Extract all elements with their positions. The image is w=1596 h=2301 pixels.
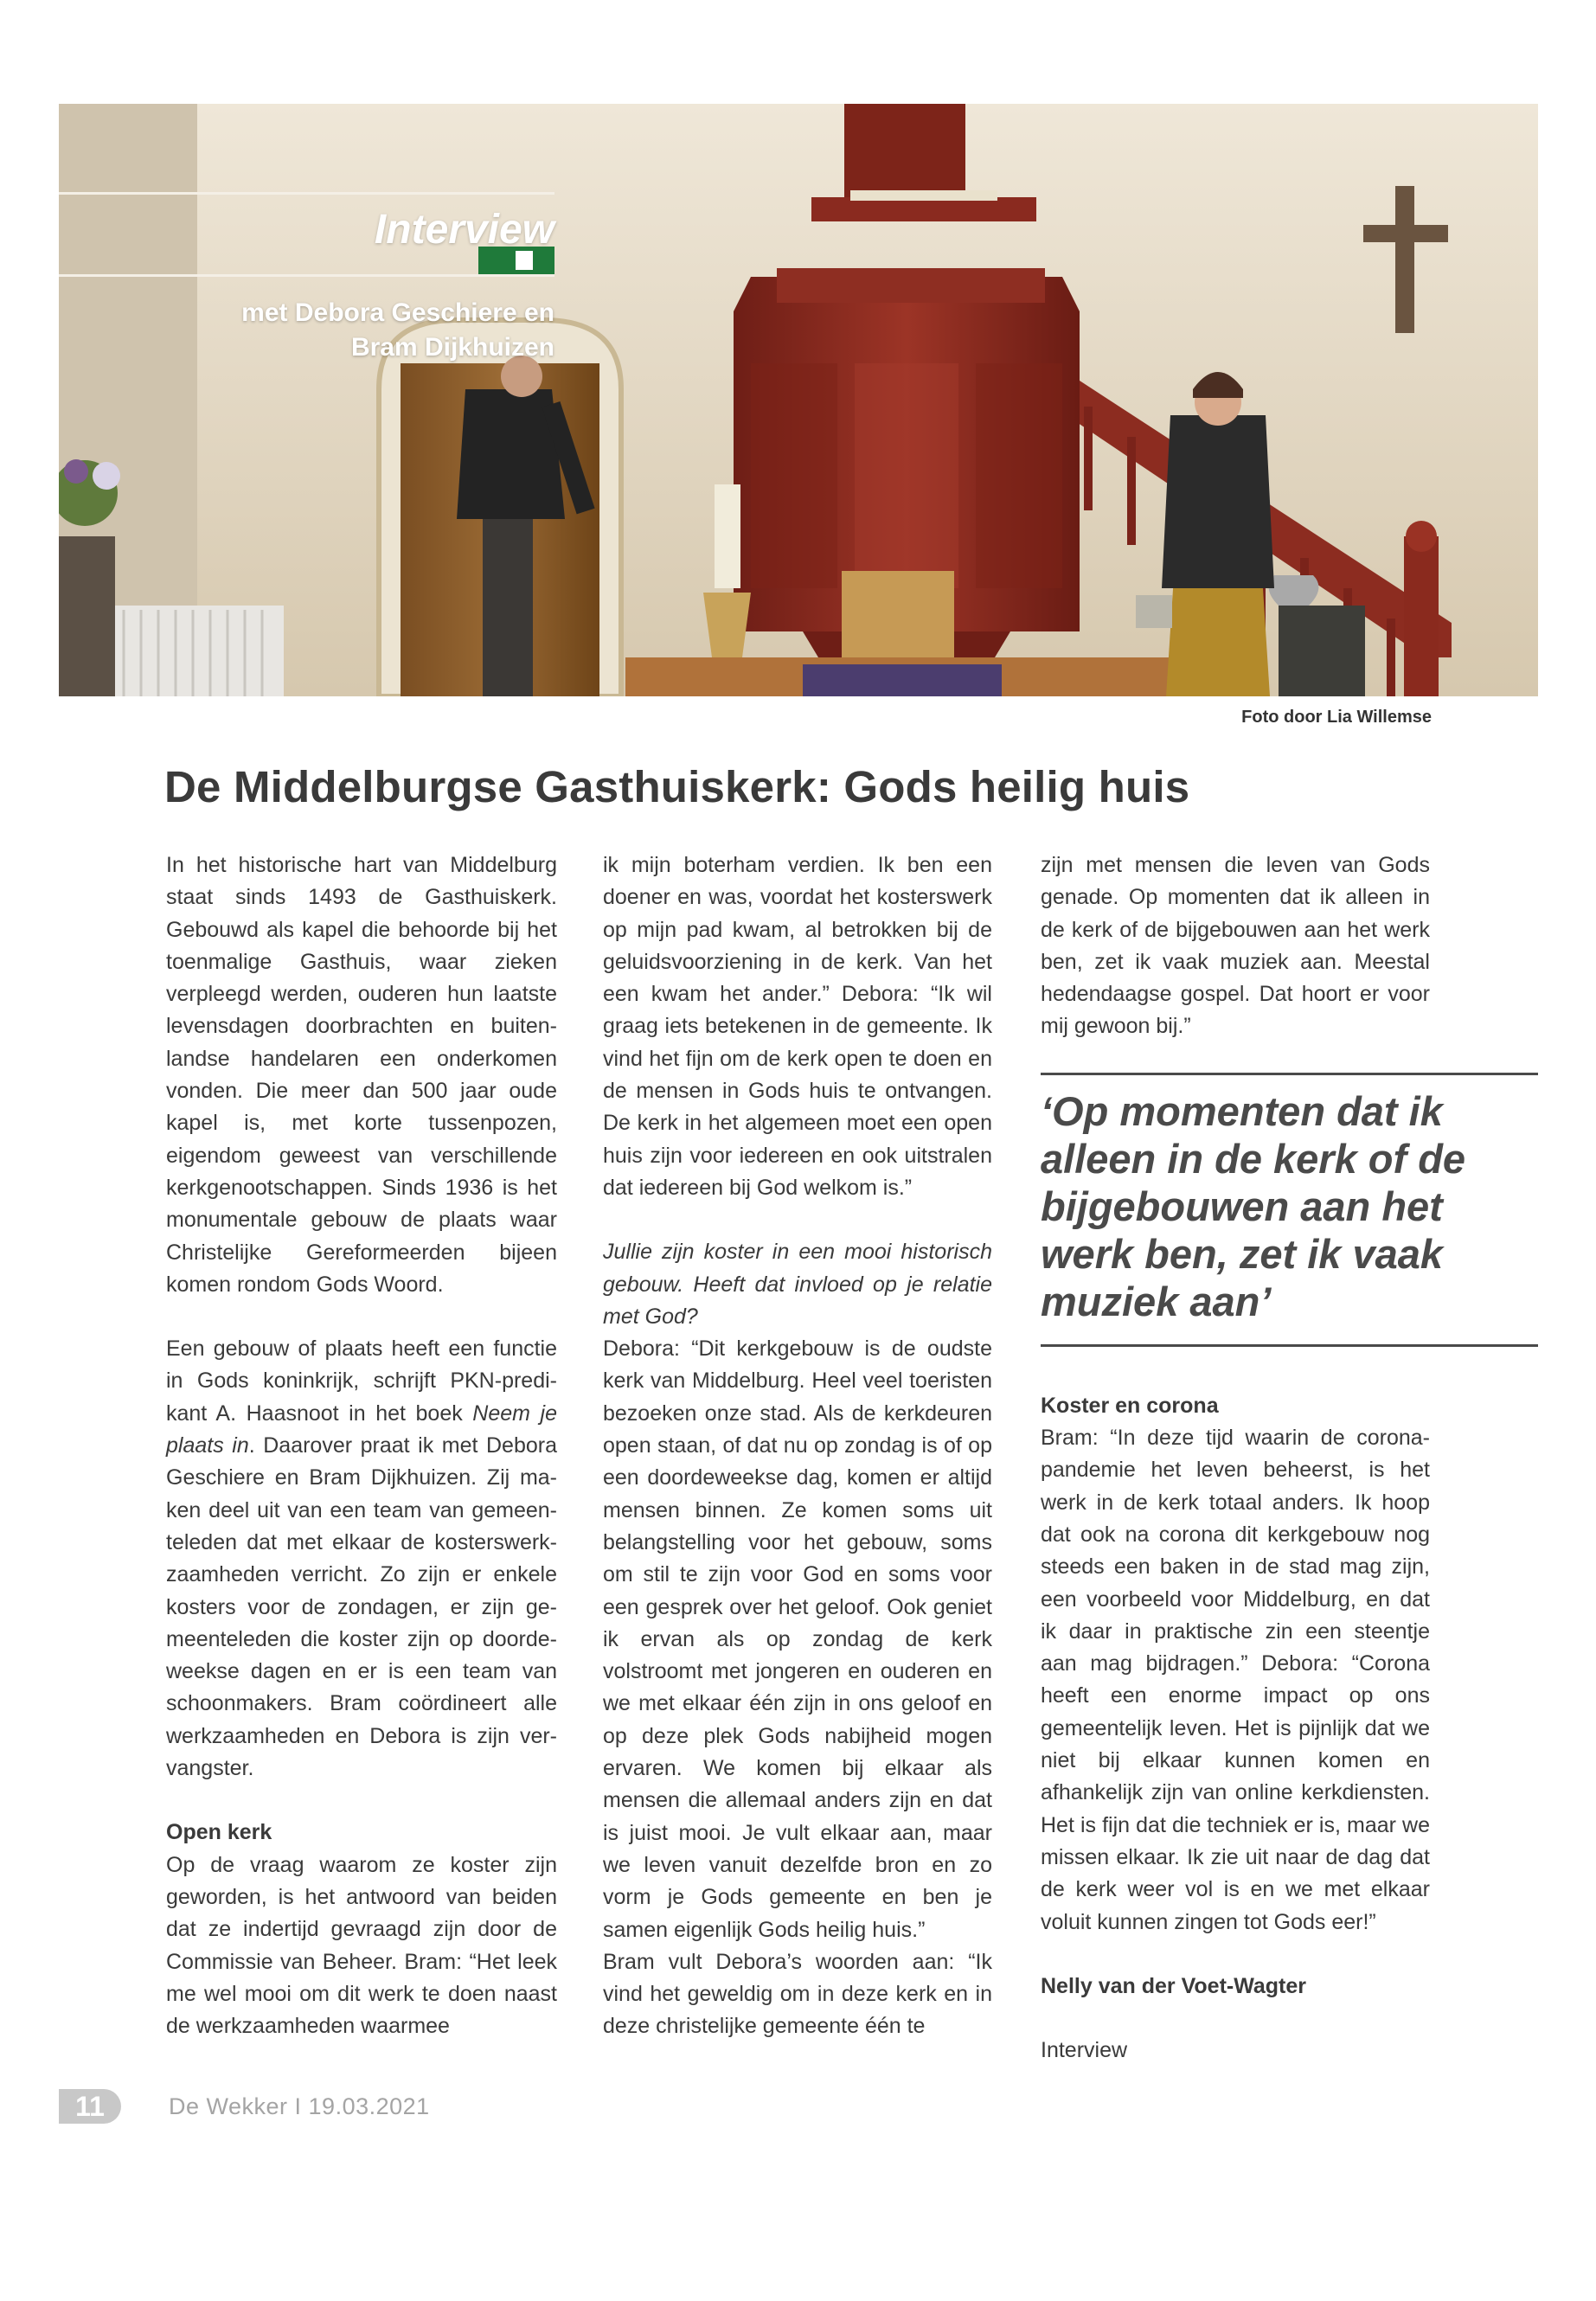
hero-title: Interview [374,207,554,253]
col2-paragraph-2: Debora: “Dit kerkgebouw is de oudste kerk van Middelburg. Heel veel toeristen bezoeken onze stad. Als de kerkdeuren open staan, of dat nu op zondag is of op een doordeweekse dag, komen er altijd mensen binnen. Ze komen soms uit belangstelling voor het gebouw, soms om stil te zijn voor God en soms voor een gesprek over het geloof. Ook geniet ik ervan als op zondag de kerk volstroomt met jongeren en ouderen en we met elkaar één zijn in ons geloof en op deze plek Gods nabijheid mogen ervaren. We komen bij elkaar als mensen die allemaal anders zijn en dat is juist mooi. Je vult elkaar aan, maar we leven vanuit dezelfde bron en zo vorm je Gods gemeente en ben je samen eigenlijk Gods heilig huis.” [603,1336,992,1942]
column-1 [166,849,557,2042]
col2-paragraph-3: Bram vult Debora’s woorden aan: “Ik vind het geweldig om in deze kerk en in deze christelijke gemeente één te [603,1949,992,2039]
col1-paragraph-1: In het historische hart van Middelburg staat sinds 1493 de Gasthuiskerk. Gebouwd als kapel die behoorde bij het toenmalige Gasthuis, waar zieken verpleegd werden, ouderen hun laatste levensdagen doorbrachten en buitenlandse handelaren een onderkomen vonden. Die meer dan 500 jaar oude kapel is, met korte tussenpozen, eigendom geweest van verschillende kerkgenootschappen. Sinds 1936 is het monumentale gebouw de plaats waar Christelijke Gereformeerden bijeen komen rondom Gods Woord. [166,853,557,1297]
article-headline: De Middelburgse Gasthuiskerk: Gods heilig huis [164,762,1190,811]
hero-photo [59,104,1538,696]
hero-subtitle-line2: Bram Dijkhuizen [350,333,554,362]
col1-paragraph-2-end: . Daarover praat ik met Debora Geschiere en Bram Dijkhuizen. Zij maken deel uit van een team van gemeenteleden dat met elkaar de kosterswerkzaamheden verricht. Zo zijn er enkele kosters voor de zondagen, er zijn gemeenteleden die koster zijn op doordeweekse dagen en er is een team van schoonmakers. Bram coördineert alle werkzaamheden en Debora is zijn vervangster. [166,1433,557,1781]
column-2 [603,849,992,2043]
col2-paragraph-1: ik mijn boterham verdien. Ik ben een doener en was, voordat het kosterswerk op mijn pad kwam, al betrokken bij de geluidsvoorziening in de kerk. Van het een kwam het ander.” Debora: “Ik wil graag iets betekenen in de gemeente. Ik vind het fijn om de kerk open te doen en de mensen in Gods huis te ontvangen. De kerk in het algemeen moet een open huis zijn voor iedereen en ook uitstralen dat iedereen bij God welkom is.” [603,853,992,1200]
hero-subtitle [59,296,554,365]
pullquote: ‘Op momenten dat ik alleen in de kerk of de bijgebouwen aan het werk ben, zet ik vaak muziek aan’ [1041,1087,1466,1324]
hero-rule-top [59,192,554,195]
interview-question-text: Jullie zijn koster in een mooi historisch gebouw. Heeft dat invloed op je relatie met God? [603,1240,992,1329]
col1-paragraph-2 [166,1333,557,1785]
section-heading-open-kerk: Open kerk [166,1820,272,1845]
col1-paragraph-3: Op de vraag waarom ze koster zijn geworden, is het antwoord van beiden dat ze indertijd gevraagd zijn door de Commissie van Beheer. Bram: “Het leek me wel mooi om dit werk te doen naast de werkzaamheden waarmee [166,1852,557,2039]
author-name: Nelly van der Voet-Wagter [1041,1973,1307,1998]
author-role: Interview [1041,2038,1128,2063]
pullquote-rule-bottom [1041,1344,1538,1347]
col3-paragraph-1: zijn met mensen die leven van Gods genade. Op momenten dat ik alleen in de kerk of de bijgebouwen aan het werk ben, zet ik vaak muziek aan. Meestal hedendaagse gospel. Dat hoort er voor mij gewoon bij.” [1041,853,1430,1039]
pullquote-rule-top [1041,1073,1538,1075]
column-3 [1041,849,1466,2099]
hero-rule-bottom [59,274,554,277]
publication-info: De Wekker I 19.03.2021 [169,2093,430,2119]
page-number: 11 [59,2089,121,2124]
interview-question [603,1236,992,1333]
book-title: Neem je plaats in [166,1400,557,1458]
photo-credit: Foto door Lia Willemse [1241,708,1432,727]
section-heading-koster-corona: Koster en corona [1041,1393,1219,1418]
col3-paragraph-2: Bram: “In deze tijd waarin de coronapandemie het leven beheerst, is het werk in de kerk totaal anders. Ik hoop dat ook na corona dit kerkgebouw nog steeds een baken in de stad mag zijn, een voorbeeld voor Middelburg, en dat ik daar in praktische zin een steentje aan mag bijdragen.” Debora: “Corona heeft een enorme impact op ons gemeentelijk leven. Het is pijnlijk dat we niet bij elkaar kunnen komen en afhankelijk zijn van online kerkdiensten. Het is fijn dat die techniek er is, maar we missen elkaar. Ik zie uit naar de dag dat de kerk weer vol is en we met elkaar voluit kunnen zingen tot Gods eer!” [1041,1426,1430,1934]
hero-subtitle-line1: met Debora Geschiere en [241,298,554,327]
col1-paragraph-2-start: Een gebouw of plaats heeft een functie in Gods koninkrijk, schrijft PKN-predikant A. Haasnoot in het boek [166,1336,557,1426]
